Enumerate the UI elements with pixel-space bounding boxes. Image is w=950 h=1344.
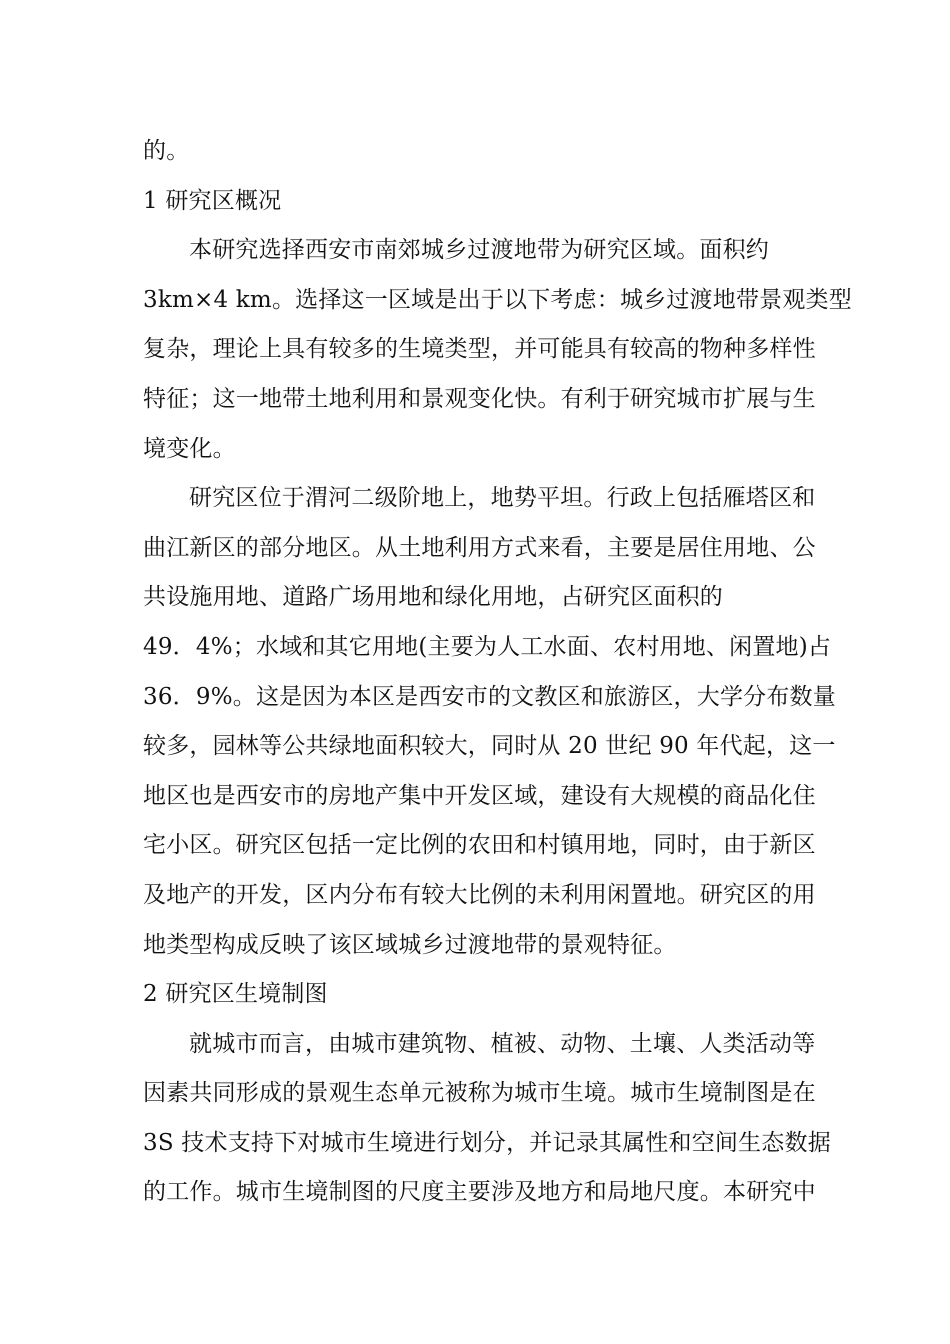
- paragraph-2-line-1: 研究区位于渭河二级阶地上，地势平坦。行政上包括雁塔区和: [189, 485, 816, 512]
- paragraph-3-line-2: 因素共同形成的景观生态单元被称为城市生境。城市生境制图是在: [143, 1080, 816, 1107]
- paragraph-2-line-8: 宅小区。研究区包括一定比例的农田和村镇用地，同时，由于新区: [143, 832, 816, 859]
- document-page: [143, 127, 852, 1218]
- paragraph-2-line-9: 及地产的开发，区内分布有较大比例的未利用闲置地。研究区的用: [143, 881, 816, 908]
- paragraph-1-line-5: 境变化。: [143, 435, 236, 462]
- paragraph-2-line-6: 较多，园林等公共绿地面积较大，同时从 20 世纪 90 年代起，这一: [143, 733, 836, 760]
- paragraph-2-line-2: 曲江新区的部分地区。从土地利用方式来看，主要是居住用地、公: [143, 534, 816, 561]
- paragraph-2-line-3: 共设施用地、道路广场用地和绿化用地，占研究区面积的: [143, 584, 723, 611]
- paragraph-3-line-3: 3S 技术支持下对城市生境进行划分，并记录其属性和空间生态数据: [143, 1129, 831, 1156]
- paragraph-2-line-10: 地类型构成反映了该区域城乡过渡地带的景观特征。: [143, 931, 677, 958]
- paragraph-1-line-2: 3km×4 km。选择这一区域是出于以下考虑：城乡过渡地带景观类型: [143, 286, 852, 313]
- section-heading-1: 1 研究区概况: [143, 187, 282, 214]
- paragraph-1-line-3: 复杂，理论上具有较多的生境类型，并可能具有较高的物种多样性: [143, 336, 816, 363]
- paragraph-1-line-1: 本研究选择西安市南郊城乡过渡地带为研究区域。面积约: [189, 237, 769, 264]
- paragraph-3-line-4: 的工作。城市生境制图的尺度主要涉及地方和局地尺度。本研究中: [143, 1179, 816, 1206]
- paragraph-2-line-7: 地区也是西安市的房地产集中开发区域，建设有大规模的商品化住: [143, 782, 816, 809]
- paragraph-1-line-4: 特征；这一地带土地利用和景观变化快。有利于研究城市扩展与生: [143, 385, 816, 412]
- paragraph-3-line-1: 就城市而言，由城市建筑物、植被、动物、土壤、人类活动等: [189, 1030, 816, 1057]
- text-line: 的。: [143, 138, 190, 164]
- paragraph-2-line-4: 49．4%；水域和其它用地(主要为人工水面、农村用地、闲置地)占: [143, 633, 832, 660]
- section-heading-2: 2 研究区生境制图: [143, 981, 328, 1008]
- paragraph-2-line-5: 36．9%。这是因为本区是西安市的文教区和旅游区，大学分布数量: [143, 683, 836, 710]
